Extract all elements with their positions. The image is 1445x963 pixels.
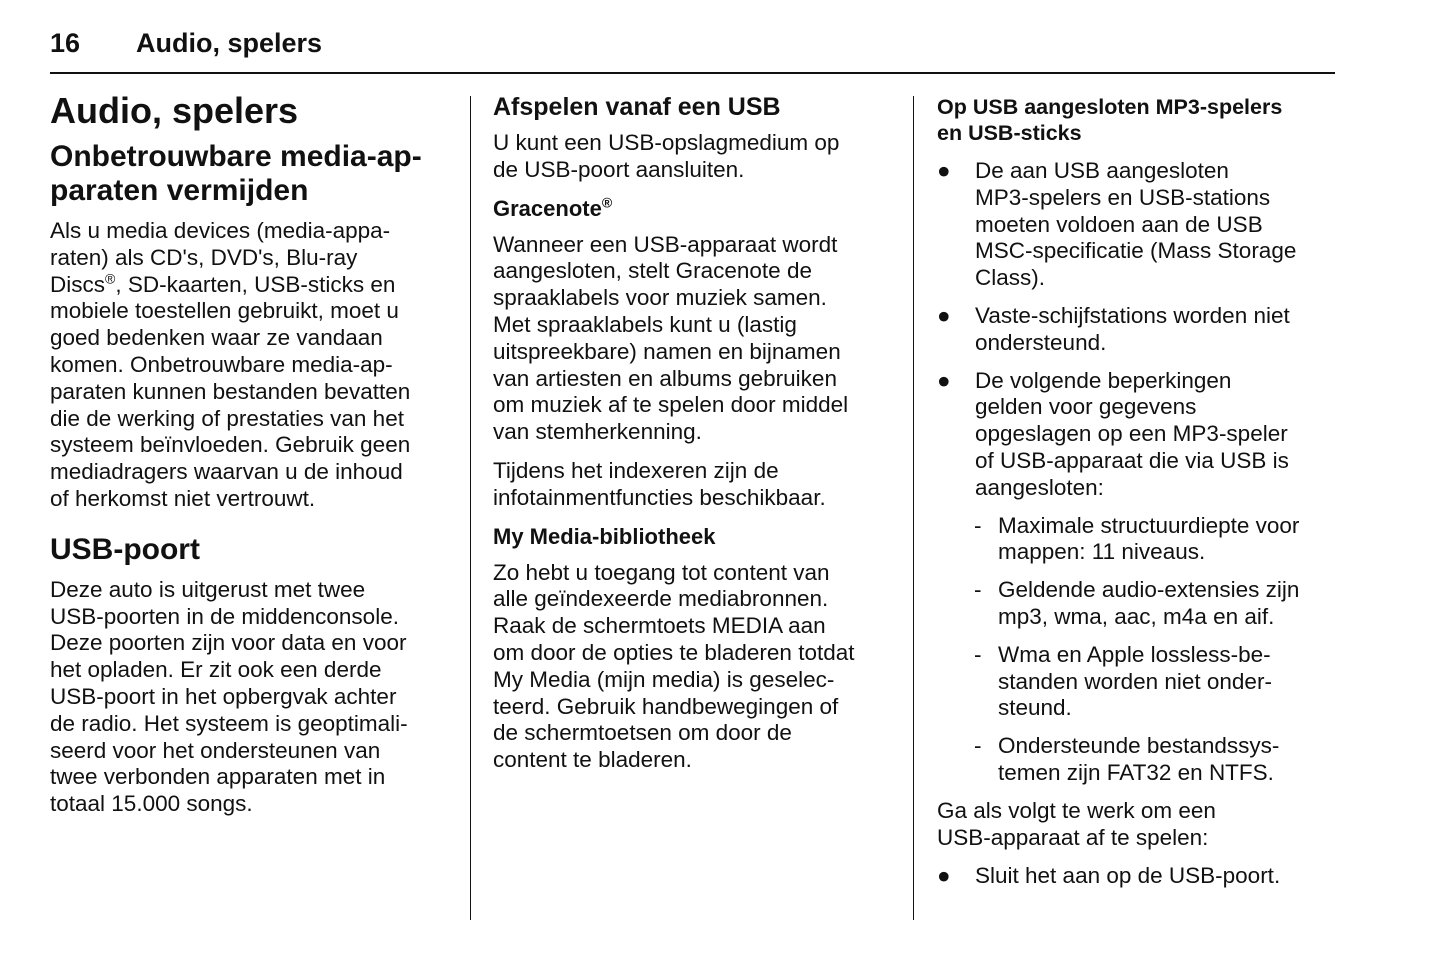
bullet-icon: ● bbox=[937, 367, 951, 393]
paragraph-text: , SD-kaarten, USB-sticks en mobiele toestellen gebruikt, moet u goed bedenken waar ze vandaan komen. Onbetrouwbare media-ap- paraten kunnen bestanden bevatten die de werking of prestaties van het systeem beïnvloeden. Gebruik geen mediadragers waarvan u de inhoud of herkomst niet vertrouwt. bbox=[50, 271, 411, 511]
sub-list-item bbox=[937, 642, 1335, 722]
sub-list-item-text: Ondersteunde bestandssys- temen zijn FAT32 en NTFS. bbox=[998, 733, 1280, 785]
list-item-text: Sluit het aan op de USB-poort. bbox=[975, 863, 1281, 889]
dash-marker: - bbox=[974, 641, 982, 667]
registered-mark: ® bbox=[601, 194, 613, 211]
list-item bbox=[937, 863, 1335, 890]
paragraph-my-media: Zo hebt u toegang tot content van alle geïndexeerde mediabronnen. Raak de schermtoets MEDIA aan om door de opties te bladeren totdat My Media (mijn media) is geselec- teerd. Gebruik handbewegingen of de schermtoetsen om door de content te bladeren. bbox=[493, 559, 855, 773]
list-item-text: De volgende beperkingen gelden voor gegevens opgeslagen op een MP3-speler of USB-apparaat die via USB is aangesloten: bbox=[975, 367, 1289, 500]
list-item bbox=[937, 368, 1335, 502]
subheading-text: Gracenote bbox=[493, 195, 602, 221]
list-item-text: Vaste-schijfstations worden niet ondersteund. bbox=[975, 302, 1290, 355]
section-heading-usb-playback: Afspelen vanaf een USB bbox=[493, 93, 781, 121]
paragraph-text: Als u media devices (media-appa- raten) als CD's, DVD's, Blu-ray Discs bbox=[50, 218, 391, 297]
sub-list-item-text: Geldende audio-extensies zijn mp3, wma, aac, m4a en aif. bbox=[998, 577, 1300, 629]
dash-marker: - bbox=[974, 512, 982, 538]
section-heading-usb-port: USB-poort bbox=[50, 532, 200, 566]
running-title: Audio, spelers bbox=[136, 28, 323, 58]
sub-list-item bbox=[937, 577, 1335, 631]
section-heading-unreliable-media: Onbetrouwbare media-ap- paraten vermijden bbox=[50, 140, 422, 207]
paragraph-indexing: Tijdens het indexeren zijn de infotainmentfuncties beschikbaar. bbox=[493, 457, 826, 510]
sub-list-item-text: Wma en Apple lossless-be- standen worden niet onder- steund. bbox=[998, 641, 1272, 721]
column-right bbox=[937, 94, 1335, 901]
column-divider bbox=[470, 96, 471, 920]
chapter-title: Audio, spelers bbox=[50, 90, 299, 131]
page-number: 16 bbox=[50, 28, 81, 58]
column-middle bbox=[493, 92, 893, 786]
sub-list-item bbox=[937, 733, 1335, 787]
dash-marker: - bbox=[974, 577, 982, 603]
bullet-icon: ● bbox=[937, 302, 951, 328]
page-header bbox=[50, 28, 1335, 74]
bullet-icon: ● bbox=[937, 863, 951, 889]
paragraph-unreliable-media bbox=[50, 218, 450, 513]
subheading-mp3-usb: Op USB aangesloten MP3-spelers en USB-sticks bbox=[937, 95, 1283, 145]
column-divider bbox=[913, 96, 914, 920]
registered-mark: ® bbox=[105, 270, 116, 287]
paragraph-play-steps: Ga als volgt te werk om een USB-apparaat af te spelen: bbox=[937, 797, 1216, 850]
bullet-icon: ● bbox=[937, 158, 951, 183]
list-item bbox=[937, 303, 1335, 357]
sub-list-item-text: Maximale structuurdiepte voor mappen: 11 niveaus. bbox=[998, 512, 1300, 565]
column-left bbox=[50, 88, 450, 830]
subheading-gracenote bbox=[493, 196, 893, 222]
paragraph-usb-intro: U kunt een USB-opslagmedium op de USB-poort aansluiten. bbox=[493, 130, 840, 182]
dash-marker: - bbox=[974, 733, 982, 759]
list-item-text: De aan USB aangesloten MP3-spelers en USB-stations moeten voldoen aan de USB MSC-specificatie (Mass Storage Class). bbox=[975, 158, 1297, 291]
sub-list-item bbox=[937, 513, 1335, 567]
paragraph-gracenote: Wanneer een USB-apparaat wordt aangesloten, stelt Gracenote de spraaklabels voor muziek samen. Met spraaklabels kunt u (lastig uitspreekbare) namen en bijnamen van artiesten en albums gebruiken om muziek af te spelen door middel van stemherkenning. bbox=[493, 231, 849, 445]
list-item bbox=[937, 158, 1335, 292]
subheading-my-media: My Media-bibliotheek bbox=[493, 523, 716, 549]
paragraph-usb-port: Deze auto is uitgerust met twee USB-poorten in de middenconsole. Deze poorten zijn voor data en voor het opladen. Er zit ook een derde USB-poort in het opbergvak achter de radio. Het systeem is geoptimali- seerd voor het ondersteunen van twee verbonden apparaten met in totaal 15.000 songs. bbox=[50, 576, 408, 817]
